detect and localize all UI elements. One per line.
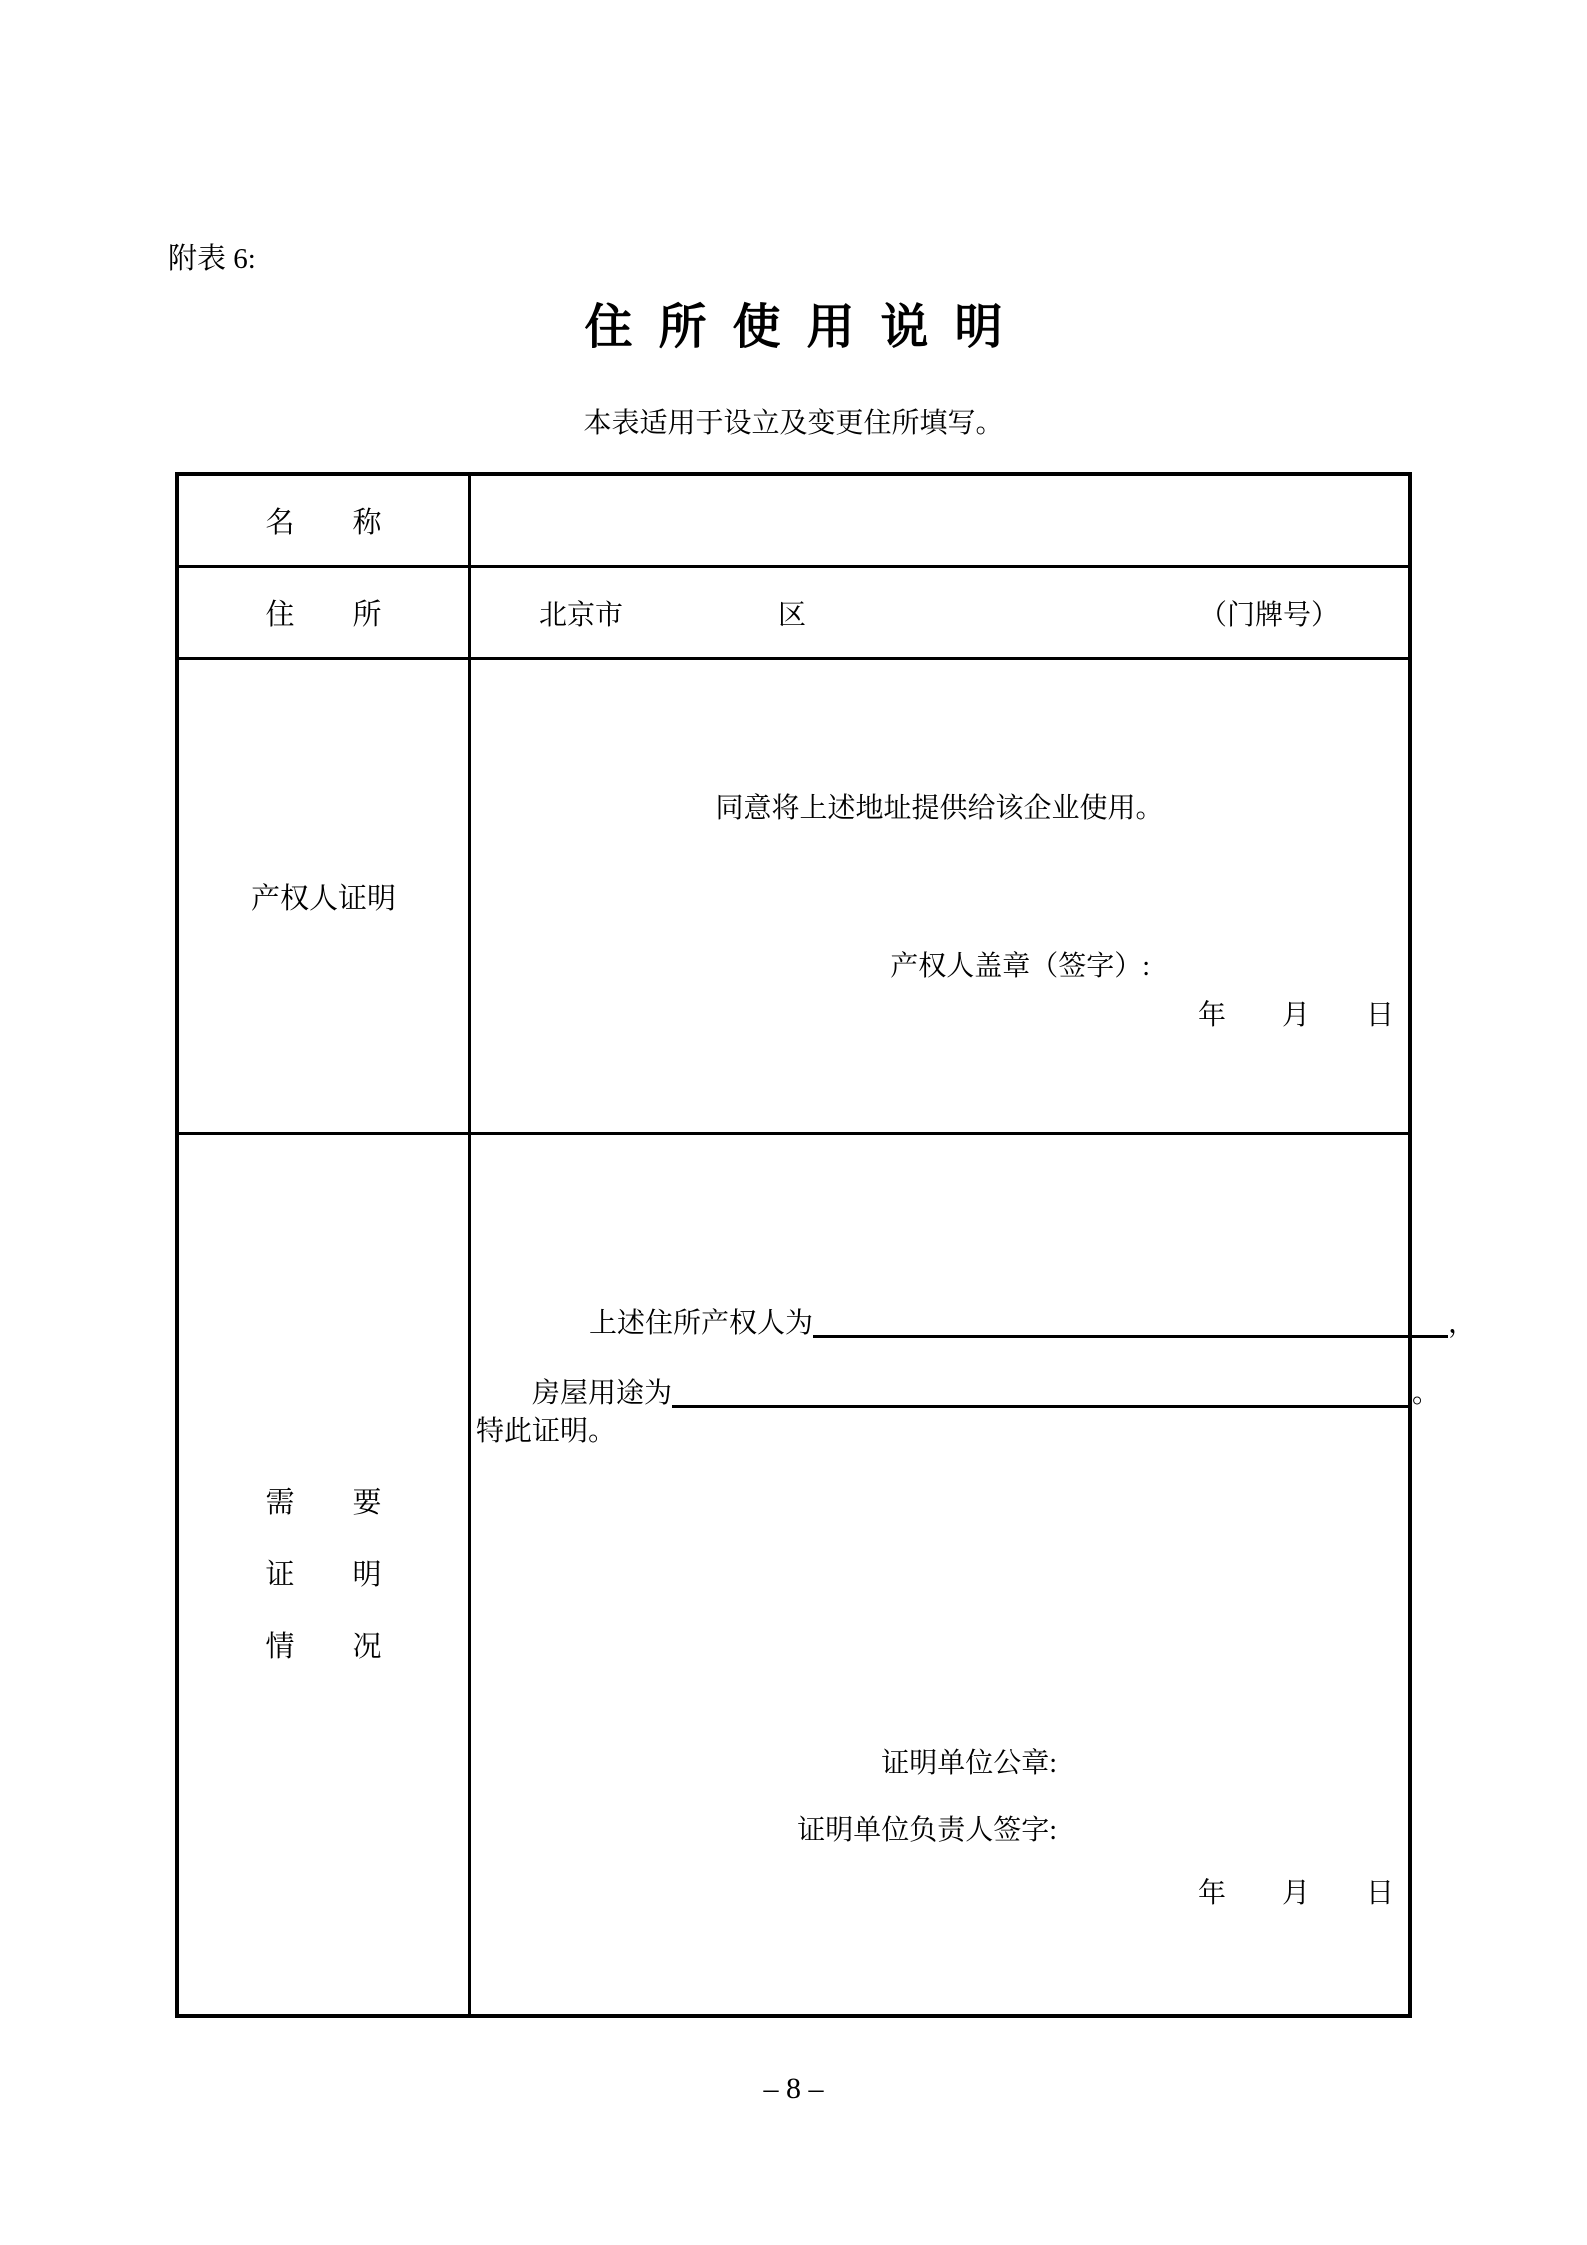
unit-date-line: 年 月 日	[1197, 1878, 1394, 1909]
usage-fill-prefix: 房屋用途为	[532, 1378, 673, 1409]
certification-label-line: 需 要	[265, 1486, 382, 1519]
usage-fill-period: 。	[1412, 1378, 1441, 1409]
name-label: 名 称	[265, 507, 382, 539]
address-value-cell	[471, 568, 1408, 660]
district-text: 区	[778, 599, 807, 631]
certification-value-cell	[471, 1135, 1477, 2014]
name-label-cell	[179, 476, 471, 568]
address-label-cell	[179, 568, 471, 660]
city-prefix-text: 北京市	[539, 599, 624, 631]
owner-seal-line: 产权人盖章（签字）:	[890, 951, 1150, 982]
usage-fill-blank	[672, 1375, 1412, 1408]
certification-label-cell	[179, 1135, 471, 2014]
attachment-label: 附表 6:	[168, 243, 256, 275]
owner-date-line: 年 月 日	[1197, 1000, 1394, 1031]
owner-proof-label-cell	[179, 660, 471, 1135]
unit-signer-line: 证明单位负责人签字:	[797, 1815, 1057, 1846]
owner-fill-prefix: 上述住所产权人为	[589, 1308, 814, 1339]
house-number-text: （门牌号）	[1199, 599, 1340, 631]
unit-seal-line: 证明单位公章:	[881, 1748, 1057, 1779]
owner-proof-label: 产权人证明	[250, 882, 396, 915]
usage-fill-line	[476, 1339, 1440, 1443]
owner-fill-blank	[813, 1305, 1448, 1338]
page-title: 住所使用说明	[584, 301, 1029, 354]
hereby-certify-text: 特此证明。	[476, 1416, 617, 1447]
certification-label-line: 情 况	[265, 1630, 382, 1663]
page-number: – 8 –	[763, 2072, 824, 2105]
consent-statement: 同意将上述地址提供给该企业使用。	[715, 793, 1164, 824]
name-value-cell	[471, 476, 1408, 568]
form-table	[175, 472, 1477, 2018]
owner-proof-value-cell	[471, 660, 1408, 1135]
page-subtitle: 本表适用于设立及变更住所填写。	[583, 408, 1004, 439]
certification-label-line: 证 明	[265, 1558, 382, 1591]
title-row	[0, 288, 1587, 357]
address-label: 住 所	[265, 599, 382, 631]
owner-fill-comma: ，	[1448, 1308, 1477, 1339]
